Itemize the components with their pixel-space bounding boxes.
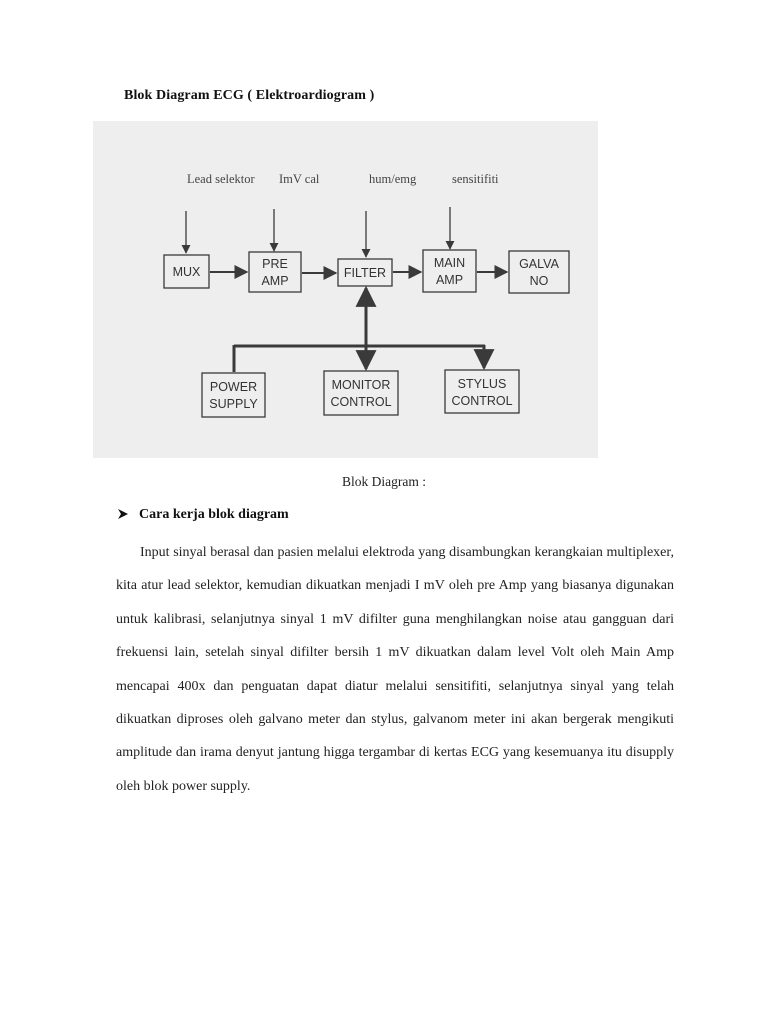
block-monitor-control-label-2: CONTROL [330, 395, 392, 409]
block-filter [338, 259, 392, 286]
block-galvano-label-1: GALVA [519, 257, 559, 271]
block-pre-amp-label-2: AMP [261, 274, 289, 288]
body-paragraph: Input sinyal berasal dan pasien melalui elektroda yang disambungkan kerangkaian multiplexer, kita atur lead selektor, kemudian dikuatkan menjadi I mV oleh pre Amp yang biasanya digunakan untuk kalibrasi, selanjutnya sinyal 1 mV difilter guna menghilangkan noise atau gangguan dari frekuensi lain, setelah sinyal difilter bersih 1 mV dikuatkan dalam level Volt oleh Main Amp mencapai 400x dan penguatan dapat diatur melalui sensitifiti, selanjutnya sinyal yang telah dikuatkan diproses oleh galvano meter dan stylus, galvanom meter ini akan bergerak mengikuti amplitude dan irama denyut jantung higga tergambar di kertas ECG yang kesemuanya itu disupply oleh blok power supply. [116, 545, 674, 794]
block-stylus-control [445, 370, 519, 413]
block-stylus-control-label-1: STYLUS [457, 377, 507, 391]
arrowhead-bullet-icon [117, 508, 129, 522]
block-galvano-label-2: NO [529, 274, 549, 288]
block-pre-amp-label-1: PRE [262, 257, 288, 271]
block-main-amp-label-2: AMP [435, 273, 464, 287]
input-label-1mv-cal: ImV cal [279, 172, 320, 186]
block-main-amp [423, 250, 476, 292]
block-stylus-control-label-2: CONTROL [451, 394, 513, 408]
block-main-amp-label-1: MAIN [433, 256, 466, 270]
block-diagram-figure [93, 121, 598, 458]
block-mux-label: MUX [172, 265, 201, 279]
block-filter-label: FILTER [343, 266, 387, 280]
block-mux [164, 255, 209, 288]
block-monitor-control-label-1: MONITOR [331, 378, 391, 392]
block-pre-amp [249, 252, 301, 292]
input-label-sensitifiti: sensitifiti [452, 172, 499, 186]
section-heading [117, 507, 289, 523]
section-heading-text: Cara kerja blok diagram [139, 507, 289, 522]
input-label-lead-selector: Lead selektor [187, 172, 255, 186]
input-label-hum-emg: hum/emg [369, 172, 417, 186]
block-galvano [509, 251, 569, 293]
block-power-supply [202, 373, 265, 417]
page-title: Blok Diagram ECG ( Elektroardiogram ) [124, 88, 375, 103]
block-monitor-control [324, 371, 398, 415]
block-power-supply-label-1: POWER [209, 380, 258, 394]
block-power-supply-label-2: SUPPLY [209, 397, 258, 411]
block-diagram [93, 121, 598, 458]
figure-caption: Blok Diagram : [342, 474, 426, 489]
